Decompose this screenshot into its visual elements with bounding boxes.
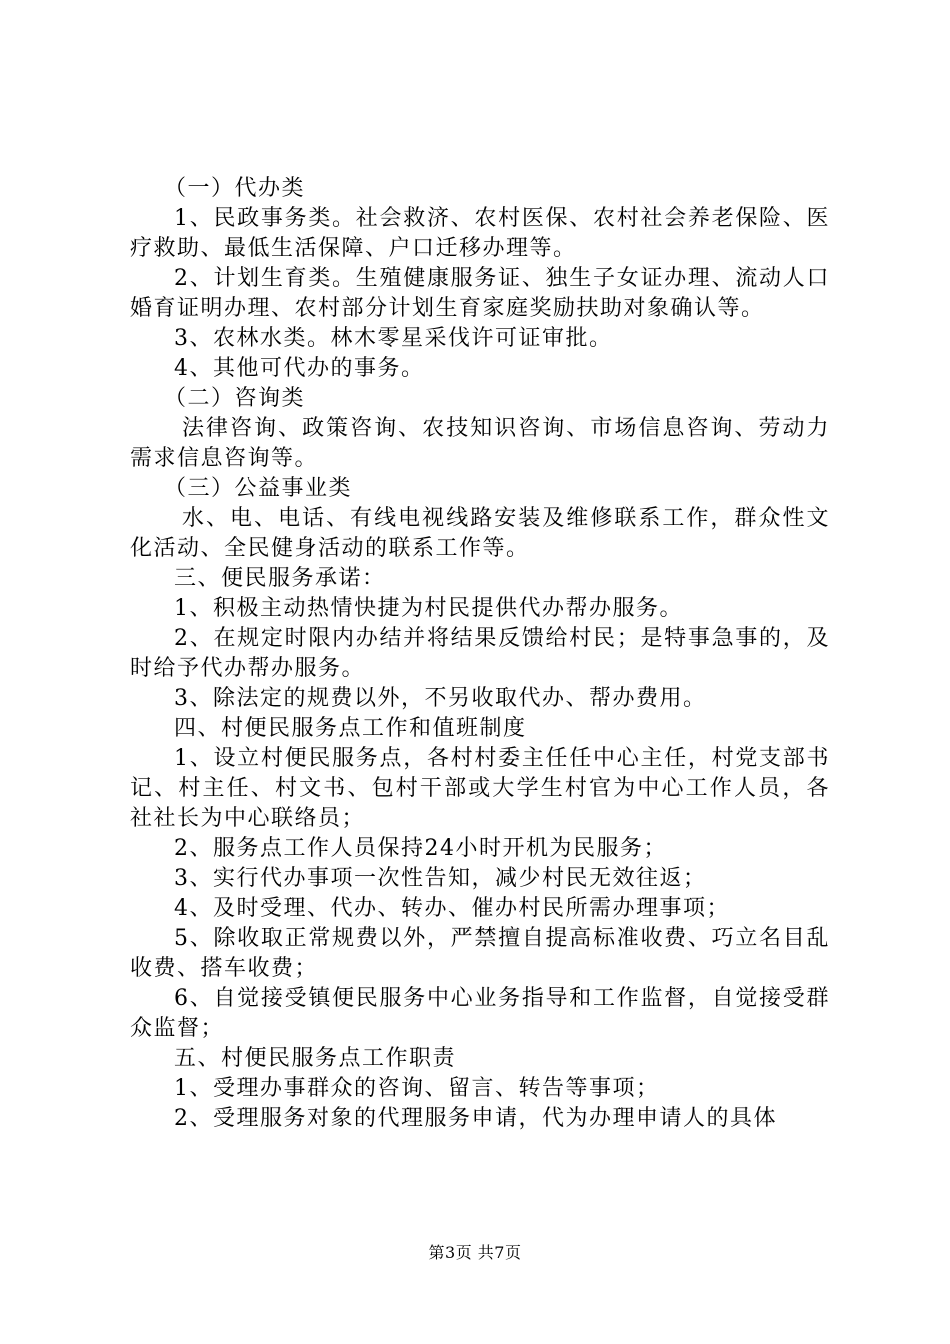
paragraph-18: 4、及时受理、代办、转办、催办村民所需办理事项； <box>174 896 730 921</box>
paragraph-14: 四、村便民服务点工作和值班制度 <box>174 716 527 741</box>
page-footer: 第3页 共7页 <box>428 1243 522 1262</box>
paragraph-4: 3、农林水类。林木零星采伐许可证审批。 <box>174 326 613 351</box>
paragraph-6: （二）咨询类 <box>164 386 306 411</box>
paragraph-16: 2、服务点工作人员保持24小时开机为民服务； <box>174 836 667 861</box>
paragraph-22: 1、受理办事群众的咨询、留言、转告等事项； <box>174 1076 660 1101</box>
paragraph-12: 2、在规定时限内办结并将结果反馈给村民；是特事急事的，及时给予代办帮办服务。 <box>130 626 830 681</box>
paragraph-20: 6、自觉接受镇便民服务中心业务指导和工作监督，自觉接受群众监督； <box>130 986 830 1041</box>
paragraph-11: 1、积极主动热情快捷为村民提供代办帮办服务。 <box>174 596 683 621</box>
paragraph-7: 法律咨询、政策咨询、农技知识咨询、市场信息咨询、劳动力需求信息咨询等。 <box>130 416 830 471</box>
paragraph-5: 4、其他可代办的事务。 <box>174 356 425 381</box>
paragraph-19: 5、除收取正常规费以外，严禁擅自提高标准收费、巧立名目乱收费、搭车收费； <box>130 926 830 981</box>
paragraph-17: 3、实行代办事项一次性告知，减少村民无效往返； <box>174 866 707 891</box>
paragraph-10: 三、便民服务承诺： <box>174 566 386 591</box>
paragraph-9: 水、电、电话、有线电视线路安装及维修联系工作，群众性文化活动、全民健身活动的联系工作等。 <box>130 506 830 561</box>
paragraph-2: 1、民政事务类。社会救济、农村医保、农村社会养老保险、医疗救助、最低生活保障、户口迁移办理等。 <box>130 206 830 261</box>
document-body <box>130 174 830 1134</box>
paragraph-8: （三）公益事业类 <box>164 476 353 501</box>
paragraph-21: 五、村便民服务点工作职责 <box>174 1046 457 1071</box>
paragraph-23: 2、受理服务对象的代理服务申请，代为办理申请人的具体 <box>174 1106 777 1131</box>
paragraph-3: 2、计划生育类。生殖健康服务证、独生子女证办理、流动人口婚育证明办理、农村部分计划生育家庭奖励扶助对象确认等。 <box>130 266 830 321</box>
paragraph-15: 1、设立村便民服务点，各村村委主任任中心主任，村党支部书记、村主任、村文书、包村干部或大学生村官为中心工作人员，各社社长为中心联络员； <box>130 746 830 831</box>
paragraph-1: （一）代办类 <box>164 176 306 201</box>
paragraph-13: 3、除法定的规费以外，不另收取代办、帮办费用。 <box>174 686 707 711</box>
